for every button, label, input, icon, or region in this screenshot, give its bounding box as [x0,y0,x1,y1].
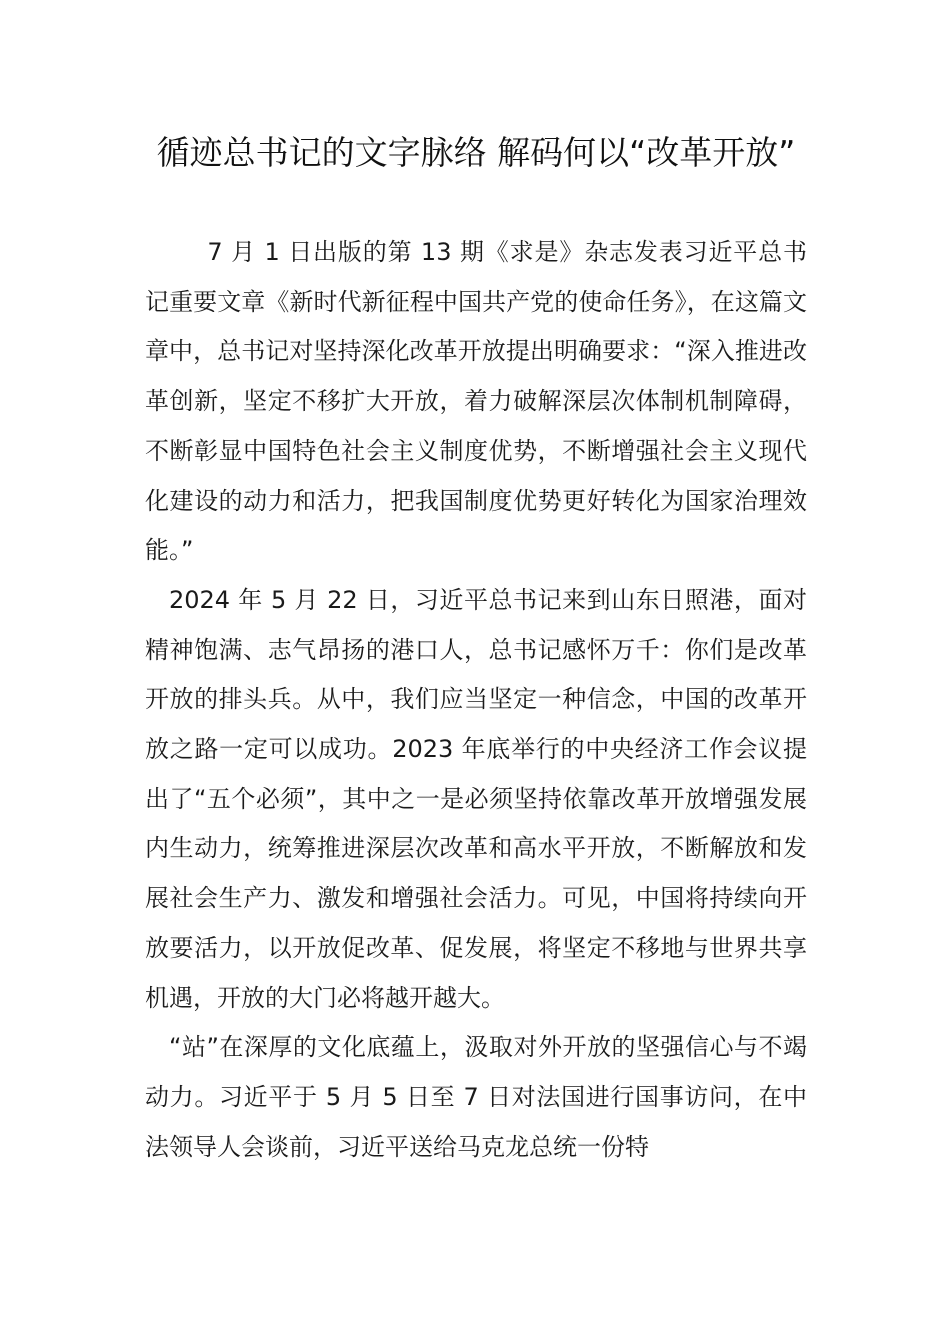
paragraph-1: 7 月 1 日出版的第 13 期《求是》杂志发表习近平总书记重要文章《新时代新征程中国共产党的使命任务》，在这篇文章中，总书记对坚持深化改革开放提出明确要求：“深入推进改革创新，坚定不移扩大开放，着力破解深层次体制机制障碍，不断彰显中国特色社会主义制度优势，不断增强社会主义现代化建设的动力和活力，把我国制度优势更好转化为国家治理效能。” [145,238,807,565]
document-body [145,228,807,1172]
paragraph-3: “站”在深厚的文化底蕴上，汲取对外开放的坚强信心与不竭动力。习近平于 5 月 5 日至 7 日对法国进行国事访问，在中法领导人会谈前，习近平送给马克龙总统一份特 [145,1033,807,1161]
paragraph-2: 2024 年 5 月 22 日，习近平总书记来到山东日照港，面对精神饱满、志气昂扬的港口人，总书记感怀万千：你们是改革开放的排头兵。从中，我们应当坚定一种信念，中国的改革开放之路一定可以成功。2023 年底举行的中央经济工作会议提出了“五个必须”，其中之一是必须坚持依靠改革开放增强发展内生动力，统筹推进深层次改革和高水平开放，不断解放和发展社会生产力、激发和增强社会活力。可见，中国将持续向开放要活力，以开放促改革、促发展，将坚定不移地与世界共享机遇，开放的大门必将越开越大。 [145,585,807,1012]
document-title: 循迹总书记的文字脉络 解码何以“改革开放” [156,133,796,172]
